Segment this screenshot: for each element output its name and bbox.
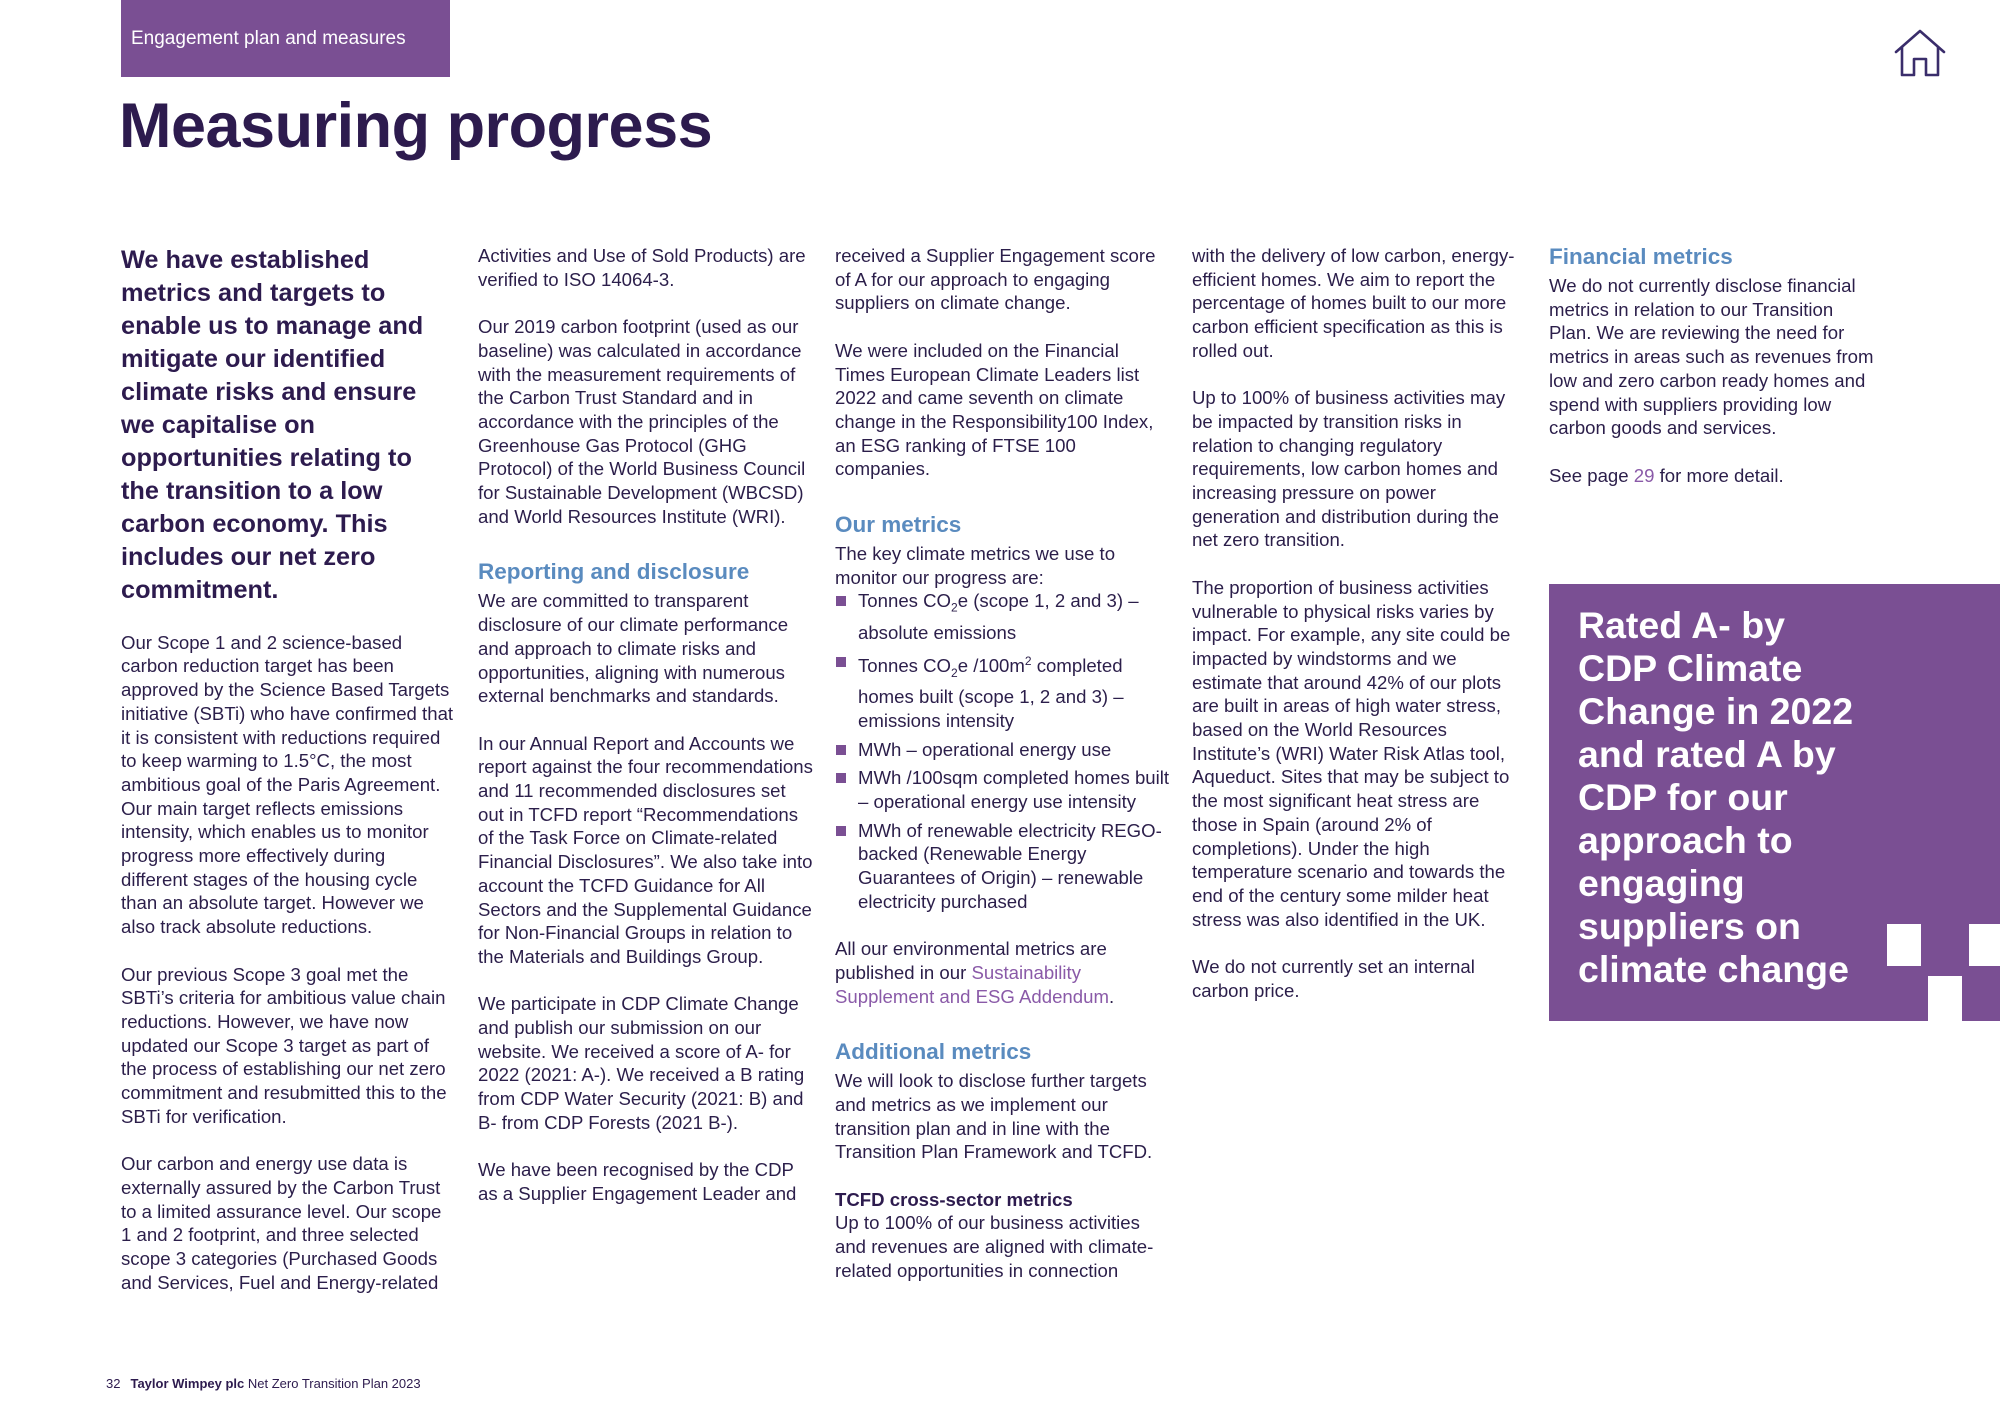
physical-risks-paragraph: The proportion of business activities vulnerable to physical risks varies by impact. For example, any site could be impacted by windstorms and we estimate that around 42% of our plots are built in areas of high water stress, based on the World Resources Institute’s (WRI) Water Risk Atlas tool, Aqueduct. Sites that may be subject to the most significant heat stress are those in Spain (around 2% of completions). Under the high temperature scenario and towards the end of the century some milder heat stress was also identified in the UK. <box>1192 576 1511 930</box>
reporting-heading: Reporting and disclosure <box>478 559 750 585</box>
additional-metrics-heading: Additional metrics <box>835 1039 1032 1065</box>
cross-sector-paragraph: Up to 100% of our business activities and revenues are aligned with climate-related opportunities in connection <box>835 1212 1154 1281</box>
metric-item: MWh of renewable electricity REGO-backed (Renewable Energy Guarantees of Origin) – renewable electricity purchased <box>835 819 1170 914</box>
our-metrics-heading: Our metrics <box>835 512 962 538</box>
document-title: Net Zero Transition Plan 2023 <box>247 1376 421 1391</box>
cdp-rating-callout <box>1549 584 2000 1021</box>
low-carbon-homes-paragraph: with the delivery of low carbon, energy-efficient homes. We aim to report the percentage of homes built to our more carbon efficient specification as this is rolled out. <box>1192 245 1515 361</box>
tcfd-paragraph: In our Annual Report and Accounts we report against the four recommendations and 11 recommended disclosures set out in TCFD report “Recommendations of the Task Force on Climate-related Financial Disclosures”. We also take into account the TCFD Guidance for All Sectors and the Supplemental Guidance for Non-Financial Groups in relation to the Materials and Buildings Group. <box>478 732 813 967</box>
footer <box>106 1376 421 1391</box>
sustainability-supplement-link[interactable]: Sustainability Supplement and ESG Addendum <box>835 961 1109 1007</box>
column-3 <box>835 244 1170 1306</box>
metric-item: MWh – operational energy use <box>835 738 1170 762</box>
supplier-score-paragraph: received a Supplier Engagement score of A for our approach to engaging suppliers on climate change. <box>835 245 1156 314</box>
page-number: 32 <box>106 1376 121 1391</box>
scope3-paragraph: Our previous Scope 3 goal met the SBTi’s criteria for ambitious value chain reductions. However, we have now updated our Scope 3 target as part of the process of establishing our net zero commitment and resubmitted this to the SBTi for verification. <box>121 963 447 1127</box>
financial-metrics-paragraph: We do not currently disclose financial metrics in relation to our Transition Plan. We are reviewing the need for metrics in areas such as revenues from low and zero carbon ready homes and spend with suppliers providing low carbon goods and services. <box>1549 275 1874 439</box>
checker-decoration <box>1928 976 1962 1021</box>
column-4 <box>1192 244 1527 1026</box>
metric-item: Tonnes $CO_2e$ (scope 1, 2 and 3) – absolute emissions <box>835 589 1170 644</box>
scope12-paragraph: Our Scope 1 and 2 science-based carbon reduction target has been approved by the Science Based Targets initiative (SBTi) who have confirmed that it is consistent with reductions required to keep warming to 1.5°C, the most ambitious goal of the Paris Agreement. Our main target reflects emissions intensity, which enables us to monitor progress more effectively during different stages of the housing cycle than an absolute target. However we also track absolute reductions. <box>121 631 454 938</box>
metrics-list <box>835 589 1170 913</box>
column-1 <box>121 244 456 1318</box>
additional-metrics-paragraph: We will look to disclose further targets and metrics as we implement our transition plan and in line with the Transition Plan Framework and TCFD. <box>835 1070 1153 1163</box>
assurance-paragraph: Our carbon and energy use data is externally assured by the Carbon Trust to a limited assurance level. Our scope 1 and 2 footprint, and three selected scope 3 categories (Purchased Goods and Services, Fuel and Energy-related <box>121 1153 442 1293</box>
metrics-intro: The key climate metrics we use to monitor our progress are: <box>835 543 1116 588</box>
callout-text: Rated A- by CDP Climate Change in 2022 and rated A by CDP for our approach to engaging suppliers on climate change <box>1578 604 1854 990</box>
disclosure-paragraph: We are committed to transparent disclosure of our climate performance and approach to climate risks and opportunities, aligning with numerous external benchmarks and standards. <box>478 590 789 707</box>
column-5 <box>1549 244 1879 511</box>
home-icon[interactable] <box>1892 28 1948 78</box>
environmental-metrics-paragraph: All our environmental metrics are published in our Sustainability Supplement and ESG Addendum. <box>835 938 1115 1007</box>
section-tab-label: Engagement plan and measures <box>131 27 406 49</box>
iso-paragraph: Activities and Use of Sold Products) are verified to ISO 14064-3. <box>478 245 806 290</box>
checker-decoration <box>1969 924 2000 966</box>
financial-metrics-heading: Financial metrics <box>1549 244 1733 269</box>
tcfd-cross-sector-heading: TCFD cross-sector metrics <box>835 1188 1073 1210</box>
carbon-price-paragraph: We do not currently set an internal carbon price. <box>1192 956 1475 1001</box>
transition-risks-paragraph: Up to 100% of business activities may be impacted by transition risks in relation to changing regulatory requirements, low carbon homes and increasing pressure on power generation and distribution during the net zero transition. <box>1192 387 1506 551</box>
page-title: Measuring progress <box>119 91 713 161</box>
ft-paragraph: We were included on the Financial Times European Climate Leaders list 2022 and came seventh on climate change in the Responsibility100 Index, an ESG ranking of FTSE 100 companies. <box>835 339 1154 480</box>
metric-item: MWh /100sqm completed homes built – operational energy use intensity <box>835 766 1170 813</box>
baseline-paragraph: Our 2019 carbon footprint (used as our baseline) was calculated in accordance with the measurement requirements of the Carbon Trust Standard and in accordance with the principles of the Greenhouse Gas Protocol (GHG Protocol) of the World Business Council for Sustainable Development (WBCSD) and World Resources Institute (WRI). <box>478 316 806 527</box>
page-29-link[interactable]: 29 <box>1633 464 1655 486</box>
column-2 <box>478 244 813 1229</box>
metric-item: Tonnes $CO_2e$ $/100m^2$ completed homes built (scope 1, 2 and 3) – emissions intensity <box>835 650 1170 733</box>
recognition-paragraph: We have been recognised by the CDP as a Supplier Engagement Leader and <box>478 1159 797 1204</box>
cdp-paragraph: We participate in CDP Climate Change and publish our submission on our website. We received a score of A- for 2022 (2021: A-). We received a B rating from CDP Water Security (2021: B) and B- from CDP Forests (2021 B-). <box>478 993 805 1133</box>
section-tab[interactable] <box>121 0 450 77</box>
see-page-paragraph: See page 29 for more detail. <box>1549 464 1784 486</box>
intro-lead: We have established metrics and targets to enable us to manage and mitigate our identified climate risks and ensure we capitalise on opportunities relating to the transition to a low carbon economy. This includes our net zero commitment. <box>121 246 424 604</box>
checker-decoration <box>1887 924 1921 966</box>
company-name: Taylor Wimpey plc <box>130 1376 245 1391</box>
